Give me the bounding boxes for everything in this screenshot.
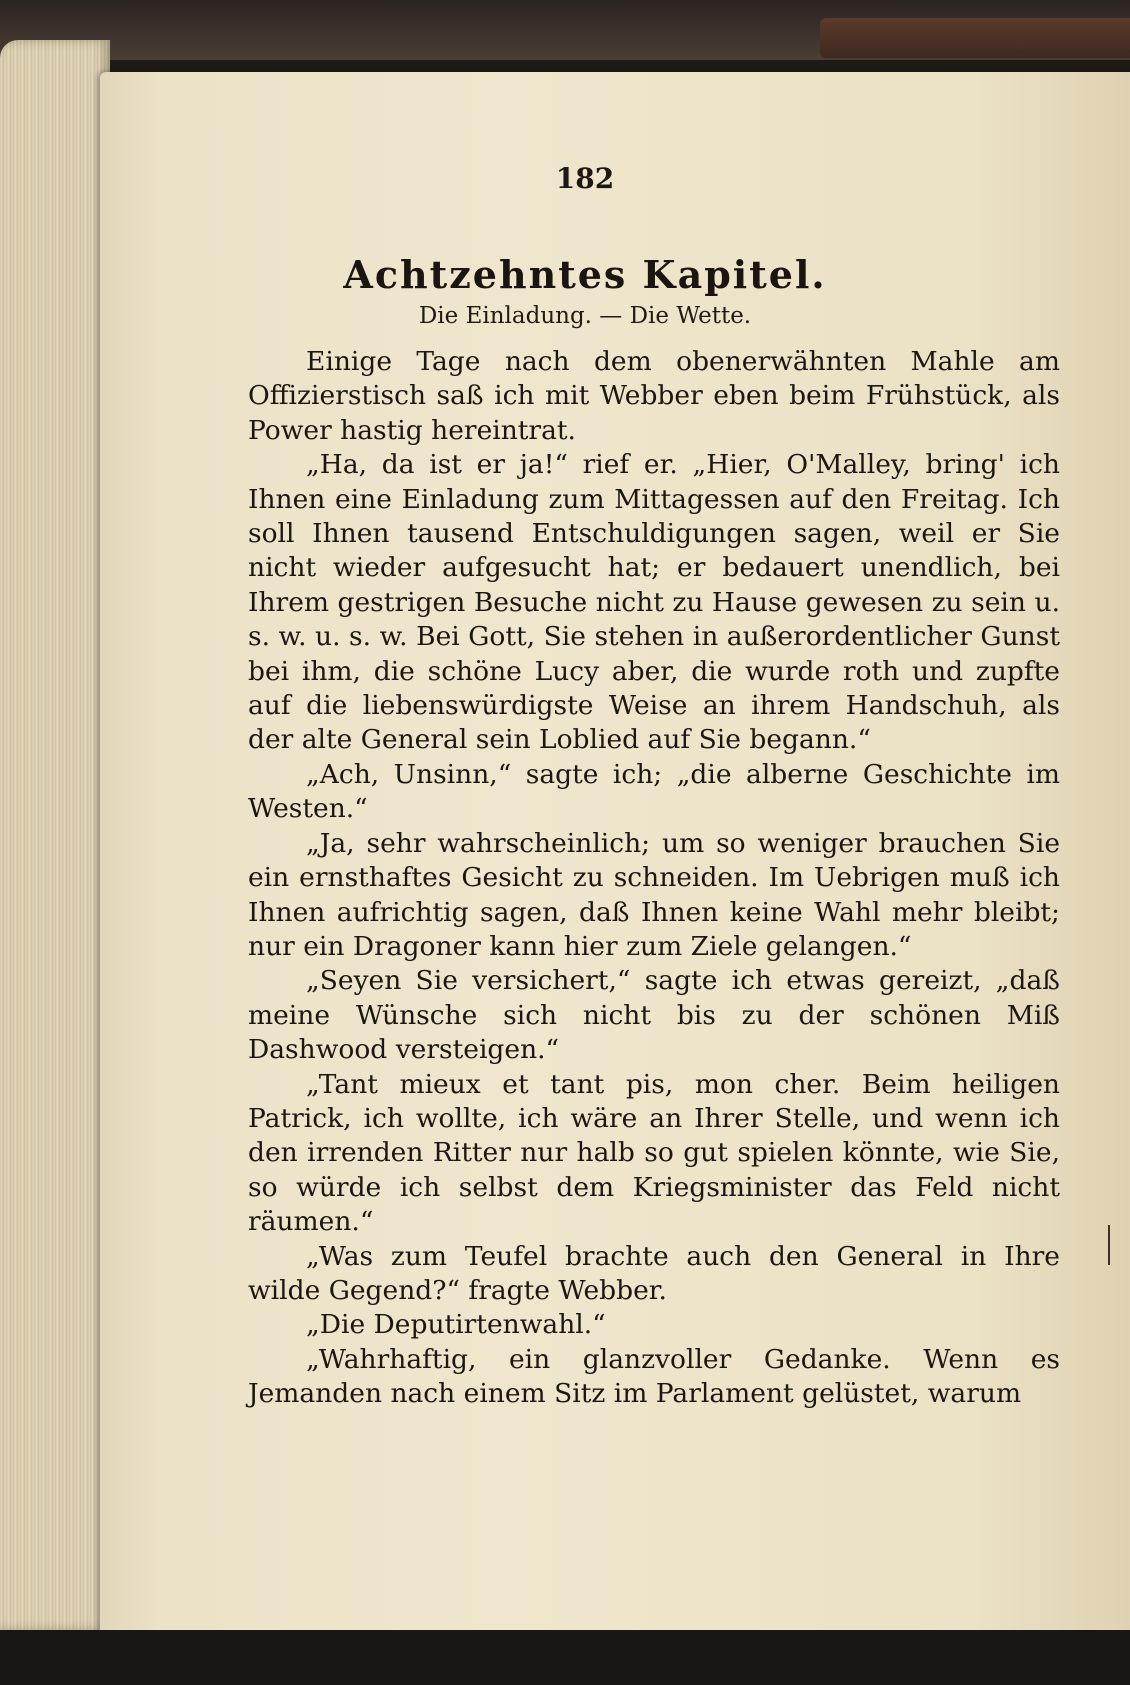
paragraph: „Ha, da ist er ja!“ rief er. „Hier, O'Malley, bring' ich Ihnen eine Einladung zum Mittagessen auf den Freitag. Ich soll Ihnen tausend Entschuldigungen sagen, weil er Sie nicht wieder aufgesucht hat; er bedauert unendlich, bei Ihrem gestrigen Besuche nicht zu Hause gewesen zu sein u. s. w. u. s. w. Bei Gott, Sie stehen in außerordentlicher Gunst bei ihm, die schöne Lucy aber, die wurde roth und zupfte auf die liebenswürdigste Weise an ihrem Handschuh, als der alte General sein Loblied auf Sie begann.“ xyxy=(248,449,1060,756)
paragraph: „Wahrhaftig, ein glanzvoller Gedanke. Wenn es Jemanden nach einem Sitz im Parlament gelüstet, warum xyxy=(248,1343,1060,1410)
chapter-title: Achtzehntes Kapitel. xyxy=(343,252,827,297)
paragraph: „Ach, Unsinn,“ sagte ich; „die alberne Geschichte im Westen.“ xyxy=(248,758,1060,825)
paragraph: „Die Deputirtenwahl.“ xyxy=(306,1309,606,1341)
page-number: 182 xyxy=(555,162,615,195)
paragraph: „Tant mieux et tant pis, mon cher. Beim heiligen Patrick, ich wollte, ich wäre an Ihrer Stelle, und wenn ich den irrenden Ritter nur halb so gut spielen könnte, wie Sie, so würde ich selbst dem Kriegsminister das Feld nicht räumen.“ xyxy=(248,1068,1060,1238)
paragraph: „Seyen Sie versichert,“ sagte ich etwas gereizt, „daß meine Wünsche sich nicht bis zu der schönen Miß Dashwood versteigen.“ xyxy=(248,965,1060,1066)
paragraph: „Was zum Teufel brachte auch den General in Ihre wilde Gegend?“ fragte Webber. xyxy=(248,1240,1060,1306)
chapter-subtitle: Die Einladung. — Die Wette. xyxy=(418,303,752,329)
margin-mark xyxy=(1108,1225,1110,1265)
background-bottom xyxy=(0,1630,1130,1685)
book-spine xyxy=(820,18,1130,58)
paragraph: Einige Tage nach dem obenerwähnten Mahle am Offizierstisch saß ich mit Webber eben beim Frühstück, als Power hastig hereintrat. xyxy=(248,346,1060,446)
paragraph: „Ja, sehr wahrscheinlich; um so weniger brauchen Sie ein ernsthaftes Gesicht zu schneiden. Im Uebrigen muß ich Ihnen aufrichtig sagen, daß Ihnen keine Wahl mehr bleibt; nur ein Dragoner kann hier zum Ziele gelangen.“ xyxy=(248,827,1060,962)
body-text xyxy=(248,345,1060,1412)
